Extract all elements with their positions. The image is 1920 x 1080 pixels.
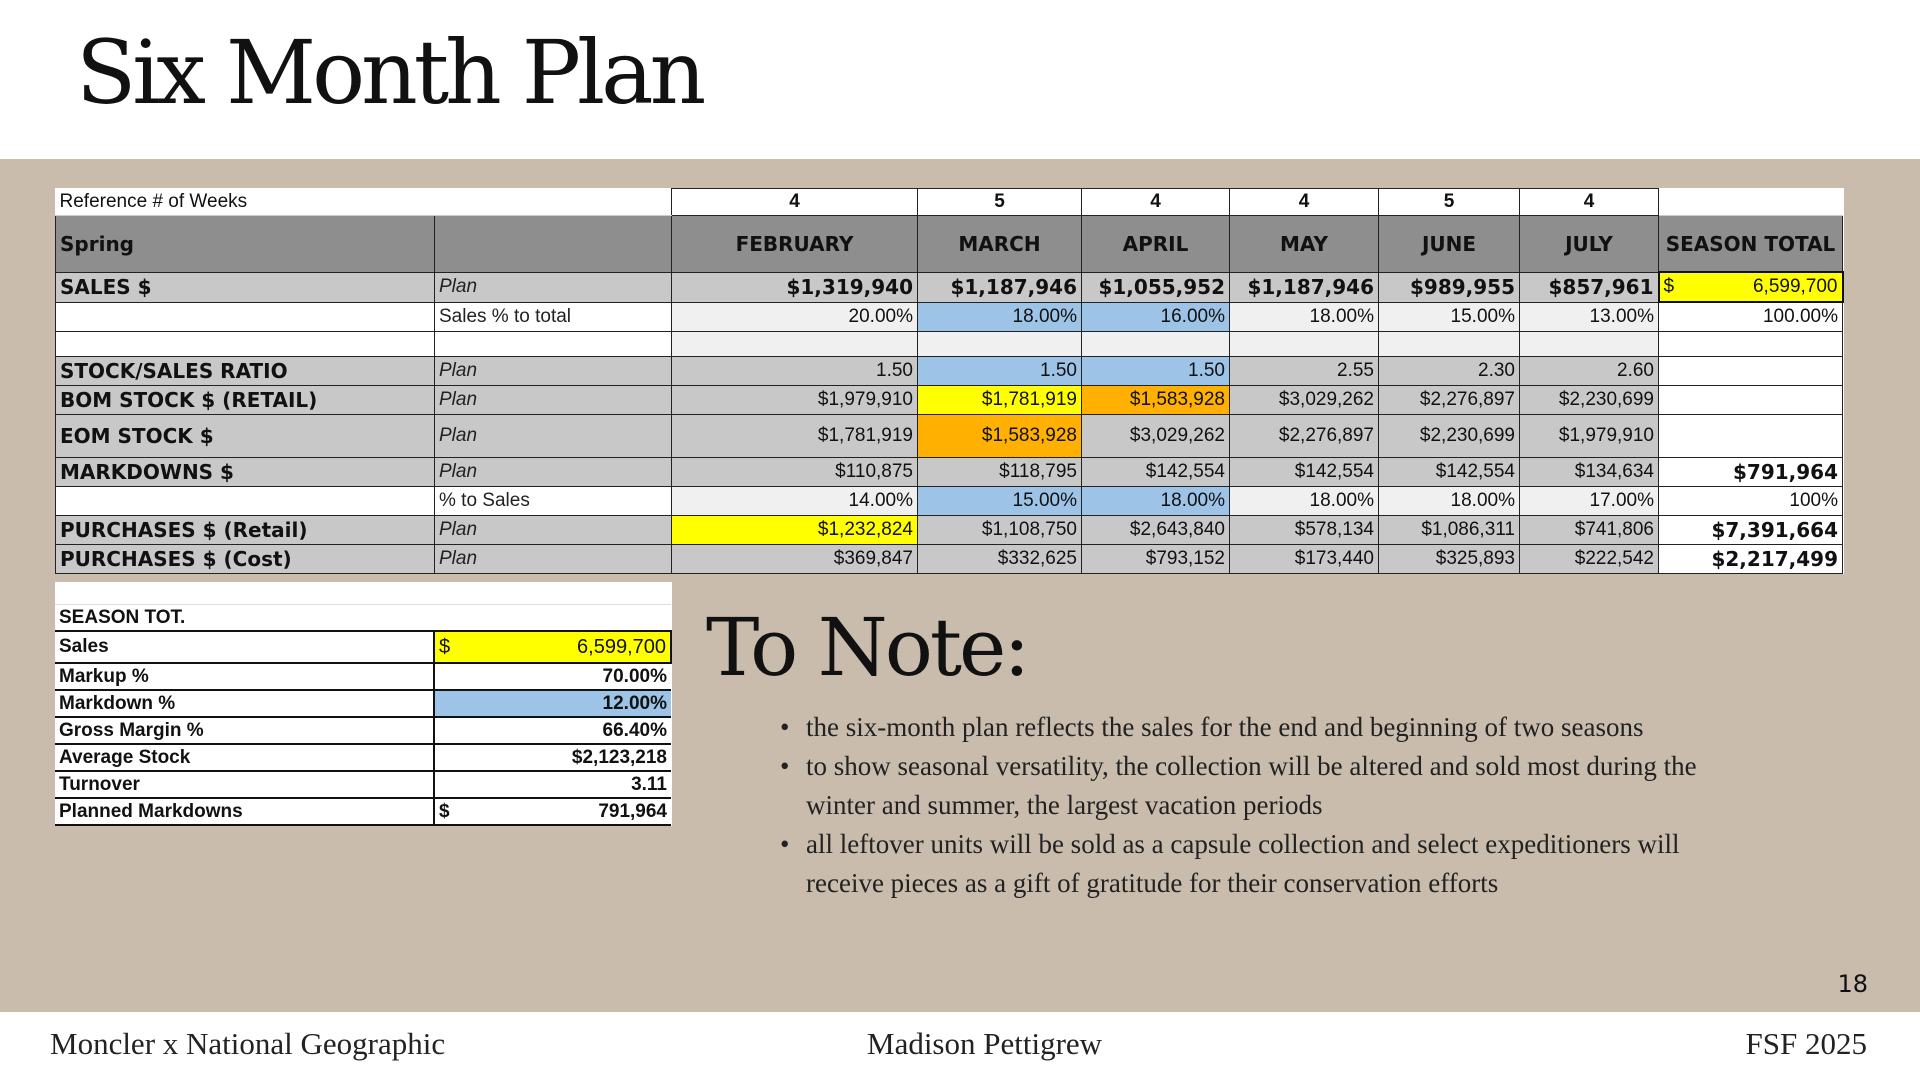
ratio-feb: 1.50 xyxy=(672,357,918,386)
row-label: BOM STOCK $ (RETAIL) xyxy=(56,386,435,415)
mdpct-may: 18.00% xyxy=(1230,487,1379,516)
note-heading: To Note: xyxy=(706,601,1028,694)
weeks-jul: 4 xyxy=(1520,189,1659,216)
md-feb: $110,875 xyxy=(672,458,918,487)
stock-sales-ratio-row xyxy=(56,357,1843,386)
season-planned-md-value xyxy=(434,798,671,825)
note-list xyxy=(780,708,1740,903)
currency-symbol: $ xyxy=(1663,276,1675,297)
purchases-retail-row xyxy=(56,516,1843,545)
footer xyxy=(0,1012,1920,1080)
season-row-turnover xyxy=(55,771,671,798)
pct-apr: 16.00% xyxy=(1082,302,1230,332)
plan-label: Plan xyxy=(435,415,672,458)
season-value: 3.11 xyxy=(434,771,671,798)
pr-total: $7,391,664 xyxy=(1659,516,1843,545)
season-row-label: Planned Markdowns xyxy=(55,798,434,825)
plan-label: Plan xyxy=(435,272,672,302)
pct-may: 18.00% xyxy=(1230,302,1379,332)
pc-apr: $793,152 xyxy=(1082,545,1230,574)
row-label: % to Sales xyxy=(435,487,672,516)
month-mar: MARCH xyxy=(918,216,1082,273)
season-row-sales xyxy=(55,631,671,663)
mdpct-total: 100% xyxy=(1659,487,1843,516)
footer-brand: Moncler x National Geographic xyxy=(50,1026,446,1061)
pct-jul: 13.00% xyxy=(1520,302,1659,332)
spacer-row xyxy=(56,332,1843,357)
month-apr: APRIL xyxy=(1082,216,1230,273)
ratio-jul: 2.60 xyxy=(1520,357,1659,386)
ratio-apr: 1.50 xyxy=(1082,357,1230,386)
ratio-jun: 2.30 xyxy=(1379,357,1520,386)
ref-weeks-label: Reference # of Weeks xyxy=(56,189,435,216)
mdpct-jun: 18.00% xyxy=(1379,487,1520,516)
md-total: $791,964 xyxy=(1659,458,1843,487)
season-row-label: Markup % xyxy=(55,663,434,690)
row-label: PURCHASES $ (Cost) xyxy=(56,545,435,574)
plan-label: Plan xyxy=(435,357,672,386)
slide-title: Six Month Plan xyxy=(76,21,703,124)
row-label: EOM STOCK $ xyxy=(56,415,435,458)
season-row-label: Turnover xyxy=(55,771,434,798)
month-feb: FEBRUARY xyxy=(672,216,918,273)
md-jun: $142,554 xyxy=(1379,458,1520,487)
mdpct-mar: 15.00% xyxy=(918,487,1082,516)
page-number: 18 xyxy=(1837,970,1868,998)
sales-pct-row xyxy=(56,302,1843,332)
season-row-markup xyxy=(55,663,671,690)
row-label: SALES $ xyxy=(56,272,435,302)
pct-total: 100.00% xyxy=(1659,302,1843,332)
mdpct-feb: 14.00% xyxy=(672,487,918,516)
season-value: 12.00% xyxy=(434,690,671,717)
pc-mar: $332,625 xyxy=(918,545,1082,574)
season-tot-header: SEASON TOT. xyxy=(55,605,434,632)
season-row-average-stock xyxy=(55,744,671,771)
bom-jul: $2,230,699 xyxy=(1520,386,1659,415)
pct-mar: 18.00% xyxy=(918,302,1082,332)
pc-may: $173,440 xyxy=(1230,545,1379,574)
season-row-planned-markdowns xyxy=(55,798,671,825)
note-item: • to show seasonal versatility, the collection will be altered and sold most during the winter and summer, the largest vacation periods xyxy=(780,747,1740,825)
season-label: Spring xyxy=(56,216,435,273)
sales-may: $1,187,946 xyxy=(1230,272,1379,302)
sales-row xyxy=(56,272,1843,302)
plan-label: Plan xyxy=(435,386,672,415)
season-value: 6,599,700 xyxy=(577,635,666,658)
season-row-gross-margin xyxy=(55,717,671,744)
bom-apr: $1,583,928 xyxy=(1082,386,1230,415)
ratio-mar: 1.50 xyxy=(918,357,1082,386)
eom-apr: $3,029,262 xyxy=(1082,415,1230,458)
plan-label: Plan xyxy=(435,516,672,545)
bom-stock-row xyxy=(56,386,1843,415)
footer-author: Madison Pettigrew xyxy=(867,1026,1103,1061)
eom-stock-row xyxy=(56,415,1843,458)
six-month-plan-table xyxy=(55,188,1844,574)
pr-mar: $1,108,750 xyxy=(918,516,1082,545)
pr-jun: $1,086,311 xyxy=(1379,516,1520,545)
season-row-label: Gross Margin % xyxy=(55,717,434,744)
currency-symbol: $ xyxy=(439,635,451,658)
sales-jun: $989,955 xyxy=(1379,272,1520,302)
md-may: $142,554 xyxy=(1230,458,1379,487)
season-value: 66.40% xyxy=(434,717,671,744)
weeks-may: 4 xyxy=(1230,189,1379,216)
season-row-label: Markdown % xyxy=(55,690,434,717)
bom-jun: $2,276,897 xyxy=(1379,386,1520,415)
mdpct-apr: 18.00% xyxy=(1082,487,1230,516)
row-label: Sales % to total xyxy=(435,302,672,332)
season-value: 791,964 xyxy=(598,800,667,822)
season-value: 70.00% xyxy=(434,663,671,690)
pr-apr: $2,643,840 xyxy=(1082,516,1230,545)
bom-feb: $1,979,910 xyxy=(672,386,918,415)
sales-total-value: 6,599,700 xyxy=(1752,276,1838,297)
sales-feb: $1,319,940 xyxy=(672,272,918,302)
currency-symbol: $ xyxy=(439,800,450,822)
plan-label: Plan xyxy=(435,458,672,487)
season-total-table xyxy=(55,582,672,826)
month-may: MAY xyxy=(1230,216,1379,273)
pct-jun: 15.00% xyxy=(1379,302,1520,332)
ratio-may: 2.55 xyxy=(1230,357,1379,386)
season-row-label: Sales xyxy=(55,631,434,663)
note-item: • the six-month plan reflects the sales for the end and beginning of two seasons xyxy=(780,708,1740,747)
season-row-label: Average Stock xyxy=(55,744,434,771)
sales-mar: $1,187,946 xyxy=(918,272,1082,302)
month-jun: JUNE xyxy=(1379,216,1520,273)
eom-jun: $2,230,699 xyxy=(1379,415,1520,458)
markdowns-row xyxy=(56,458,1843,487)
pr-may: $578,134 xyxy=(1230,516,1379,545)
pc-feb: $369,847 xyxy=(672,545,918,574)
season-sales-value xyxy=(434,631,671,663)
plan-label: Plan xyxy=(435,545,672,574)
month-jul: JULY xyxy=(1520,216,1659,273)
season-total-header: SEASON TOTAL xyxy=(1659,216,1843,273)
eom-feb: $1,781,919 xyxy=(672,415,918,458)
sales-apr: $1,055,952 xyxy=(1082,272,1230,302)
md-jul: $134,634 xyxy=(1520,458,1659,487)
pr-jul: $741,806 xyxy=(1520,516,1659,545)
row-label: STOCK/SALES RATIO xyxy=(56,357,435,386)
purchases-cost-row xyxy=(56,545,1843,574)
pc-jun: $325,893 xyxy=(1379,545,1520,574)
row-label: MARKDOWNS $ xyxy=(56,458,435,487)
footer-course: FSF 2025 xyxy=(1745,1026,1867,1061)
weeks-mar: 5 xyxy=(918,189,1082,216)
pr-feb: $1,232,824 xyxy=(672,516,918,545)
sales-jul: $857,961 xyxy=(1520,272,1659,302)
markdown-pct-row xyxy=(56,487,1843,516)
weeks-jun: 5 xyxy=(1379,189,1520,216)
weeks-row xyxy=(56,189,1843,216)
weeks-apr: 4 xyxy=(1082,189,1230,216)
eom-mar: $1,583,928 xyxy=(918,415,1082,458)
row-label: PURCHASES $ (Retail) xyxy=(56,516,435,545)
bom-mar: $1,781,919 xyxy=(918,386,1082,415)
sales-season-total xyxy=(1659,272,1843,302)
mdpct-jul: 17.00% xyxy=(1520,487,1659,516)
pc-total: $2,217,499 xyxy=(1659,545,1843,574)
season-value: $2,123,218 xyxy=(434,744,671,771)
note-item: • all leftover units will be sold as a capsule collection and select expeditioners will receive pieces as a gift of gratitude for their conservation efforts xyxy=(780,825,1740,903)
md-mar: $118,795 xyxy=(918,458,1082,487)
weeks-feb: 4 xyxy=(672,189,918,216)
season-row-markdown xyxy=(55,690,671,717)
pc-jul: $222,542 xyxy=(1520,545,1659,574)
md-apr: $142,554 xyxy=(1082,458,1230,487)
eom-jul: $1,979,910 xyxy=(1520,415,1659,458)
bom-may: $3,029,262 xyxy=(1230,386,1379,415)
month-header-row xyxy=(56,216,1843,273)
eom-may: $2,276,897 xyxy=(1230,415,1379,458)
pct-feb: 20.00% xyxy=(672,302,918,332)
